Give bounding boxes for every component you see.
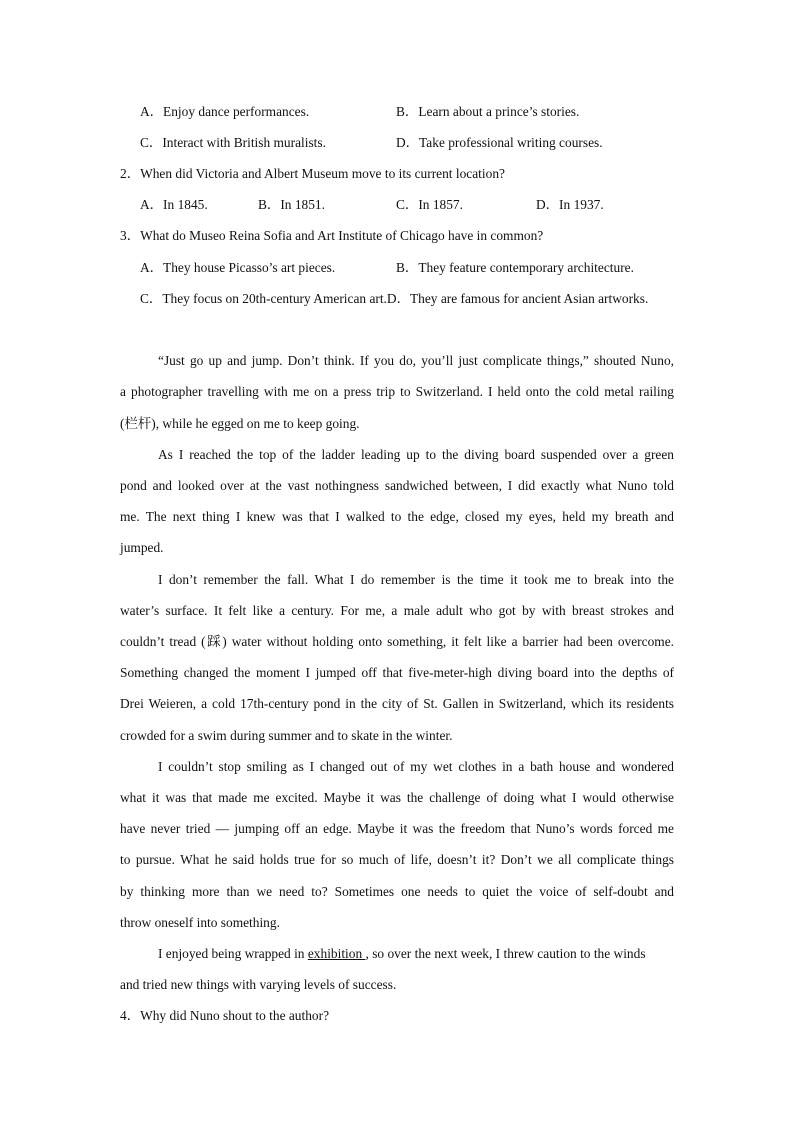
passage-p5-underlined-word: exhibition — [307, 946, 366, 961]
q3-option-cd: C．They focus on 20th-century American art.D．They are famous for ancient Asian artworks. — [140, 291, 649, 306]
passage-p3-line3: couldn’t tread (踩) water without holding onto something, it felt like a barrier had been overcome. — [120, 634, 674, 649]
passage-p5-line1 — [158, 946, 674, 962]
q4-question: 4．Why did Nuno shout to the author? — [120, 1008, 330, 1023]
passage-p2-line3: me. The next thing I knew was that I walked to the edge, closed my eyes, held my breath and — [120, 509, 674, 524]
passage-p2-line2: pond and looked over at the vast nothingness sandwiched between, I did exactly what Nuno told — [120, 478, 674, 493]
passage-p4-line6: throw oneself into something. — [120, 915, 280, 930]
q1-option-c: C．Interact with British muralists. — [140, 135, 326, 150]
q2-option-c: C．In 1857. — [396, 197, 463, 212]
passage-p3-line4: Something changed the moment I jumped off that five-meter-high diving board into the depths of — [120, 665, 674, 680]
passage-p4-line5: by thinking more than we need to? Sometimes one needs to quiet the voice of self-doubt and — [120, 884, 674, 899]
q3-question: 3．What do Museo Reina Sofia and Art Institute of Chicago have in common? — [120, 228, 544, 243]
passage-p5-before: I enjoyed being wrapped in — [158, 946, 308, 961]
passage-p2-line4: jumped. — [120, 540, 164, 555]
q2-option-b: B．In 1851. — [258, 197, 325, 212]
passage-p1-line1: “Just go up and jump. Don’t think. If you do, you’ll just complicate things,” shouted Nuno, — [158, 353, 674, 368]
passage-p3-line1: I don’t remember the fall. What I do remember is the time it took me to break into the — [158, 572, 674, 587]
q1-option-b: B．Learn about a prince’s stories. — [396, 104, 580, 119]
passage-p1-line3: (栏杆), while he egged on me to keep going. — [120, 416, 360, 431]
q2-question: 2．When did Victoria and Albert Museum move to its current location? — [120, 166, 505, 181]
passage-p4-line4: to pursue. What he said holds true for so much of life, doesn’t it? Don’t we all complicate things — [120, 852, 674, 867]
passage-p4-line3: have never tried — jumping off an edge. Maybe it was the freedom that Nuno’s words forced me — [120, 821, 674, 836]
passage-p2-line1: As I reached the top of the ladder leading up to the diving board suspended over a green — [158, 447, 674, 462]
passage-p5-line2: and tried new things with varying levels of success. — [120, 977, 397, 992]
passage-p5-line1-text — [158, 946, 646, 962]
q2-option-a: A．In 1845. — [140, 197, 208, 212]
q1-option-d: D．Take professional writing courses. — [396, 135, 603, 150]
q2-option-d: D．In 1937. — [536, 197, 604, 212]
passage-p4-line1: I couldn’t stop smiling as I changed out of my wet clothes in a bath house and wondered — [158, 759, 674, 774]
q1-option-a: A．Enjoy dance performances. — [140, 104, 310, 119]
passage-p3-line2: water’s surface. It felt like a century. For me, a male adult who got by with breast strokes and — [120, 603, 674, 618]
passage-p4-line2: what it was that made me excited. Maybe it was the challenge of doing what I would otherwise — [120, 790, 674, 805]
passage-p5-after: , so over the next week, I threw caution to the winds — [365, 946, 646, 961]
passage-p3-line5: Drei Weieren, a cold 17th-century pond in the city of St. Gallen in Switzerland, which its residents — [120, 696, 674, 711]
passage-p3-line6: crowded for a swim during summer and to skate in the winter. — [120, 728, 453, 743]
passage-p1-line2: a photographer travelling with me on a press trip to Switzerland. I held onto the cold metal railing — [120, 384, 674, 399]
q3-option-b: B．They feature contemporary architecture. — [396, 260, 634, 275]
q3-option-a: A．They house Picasso’s art pieces. — [140, 260, 336, 275]
